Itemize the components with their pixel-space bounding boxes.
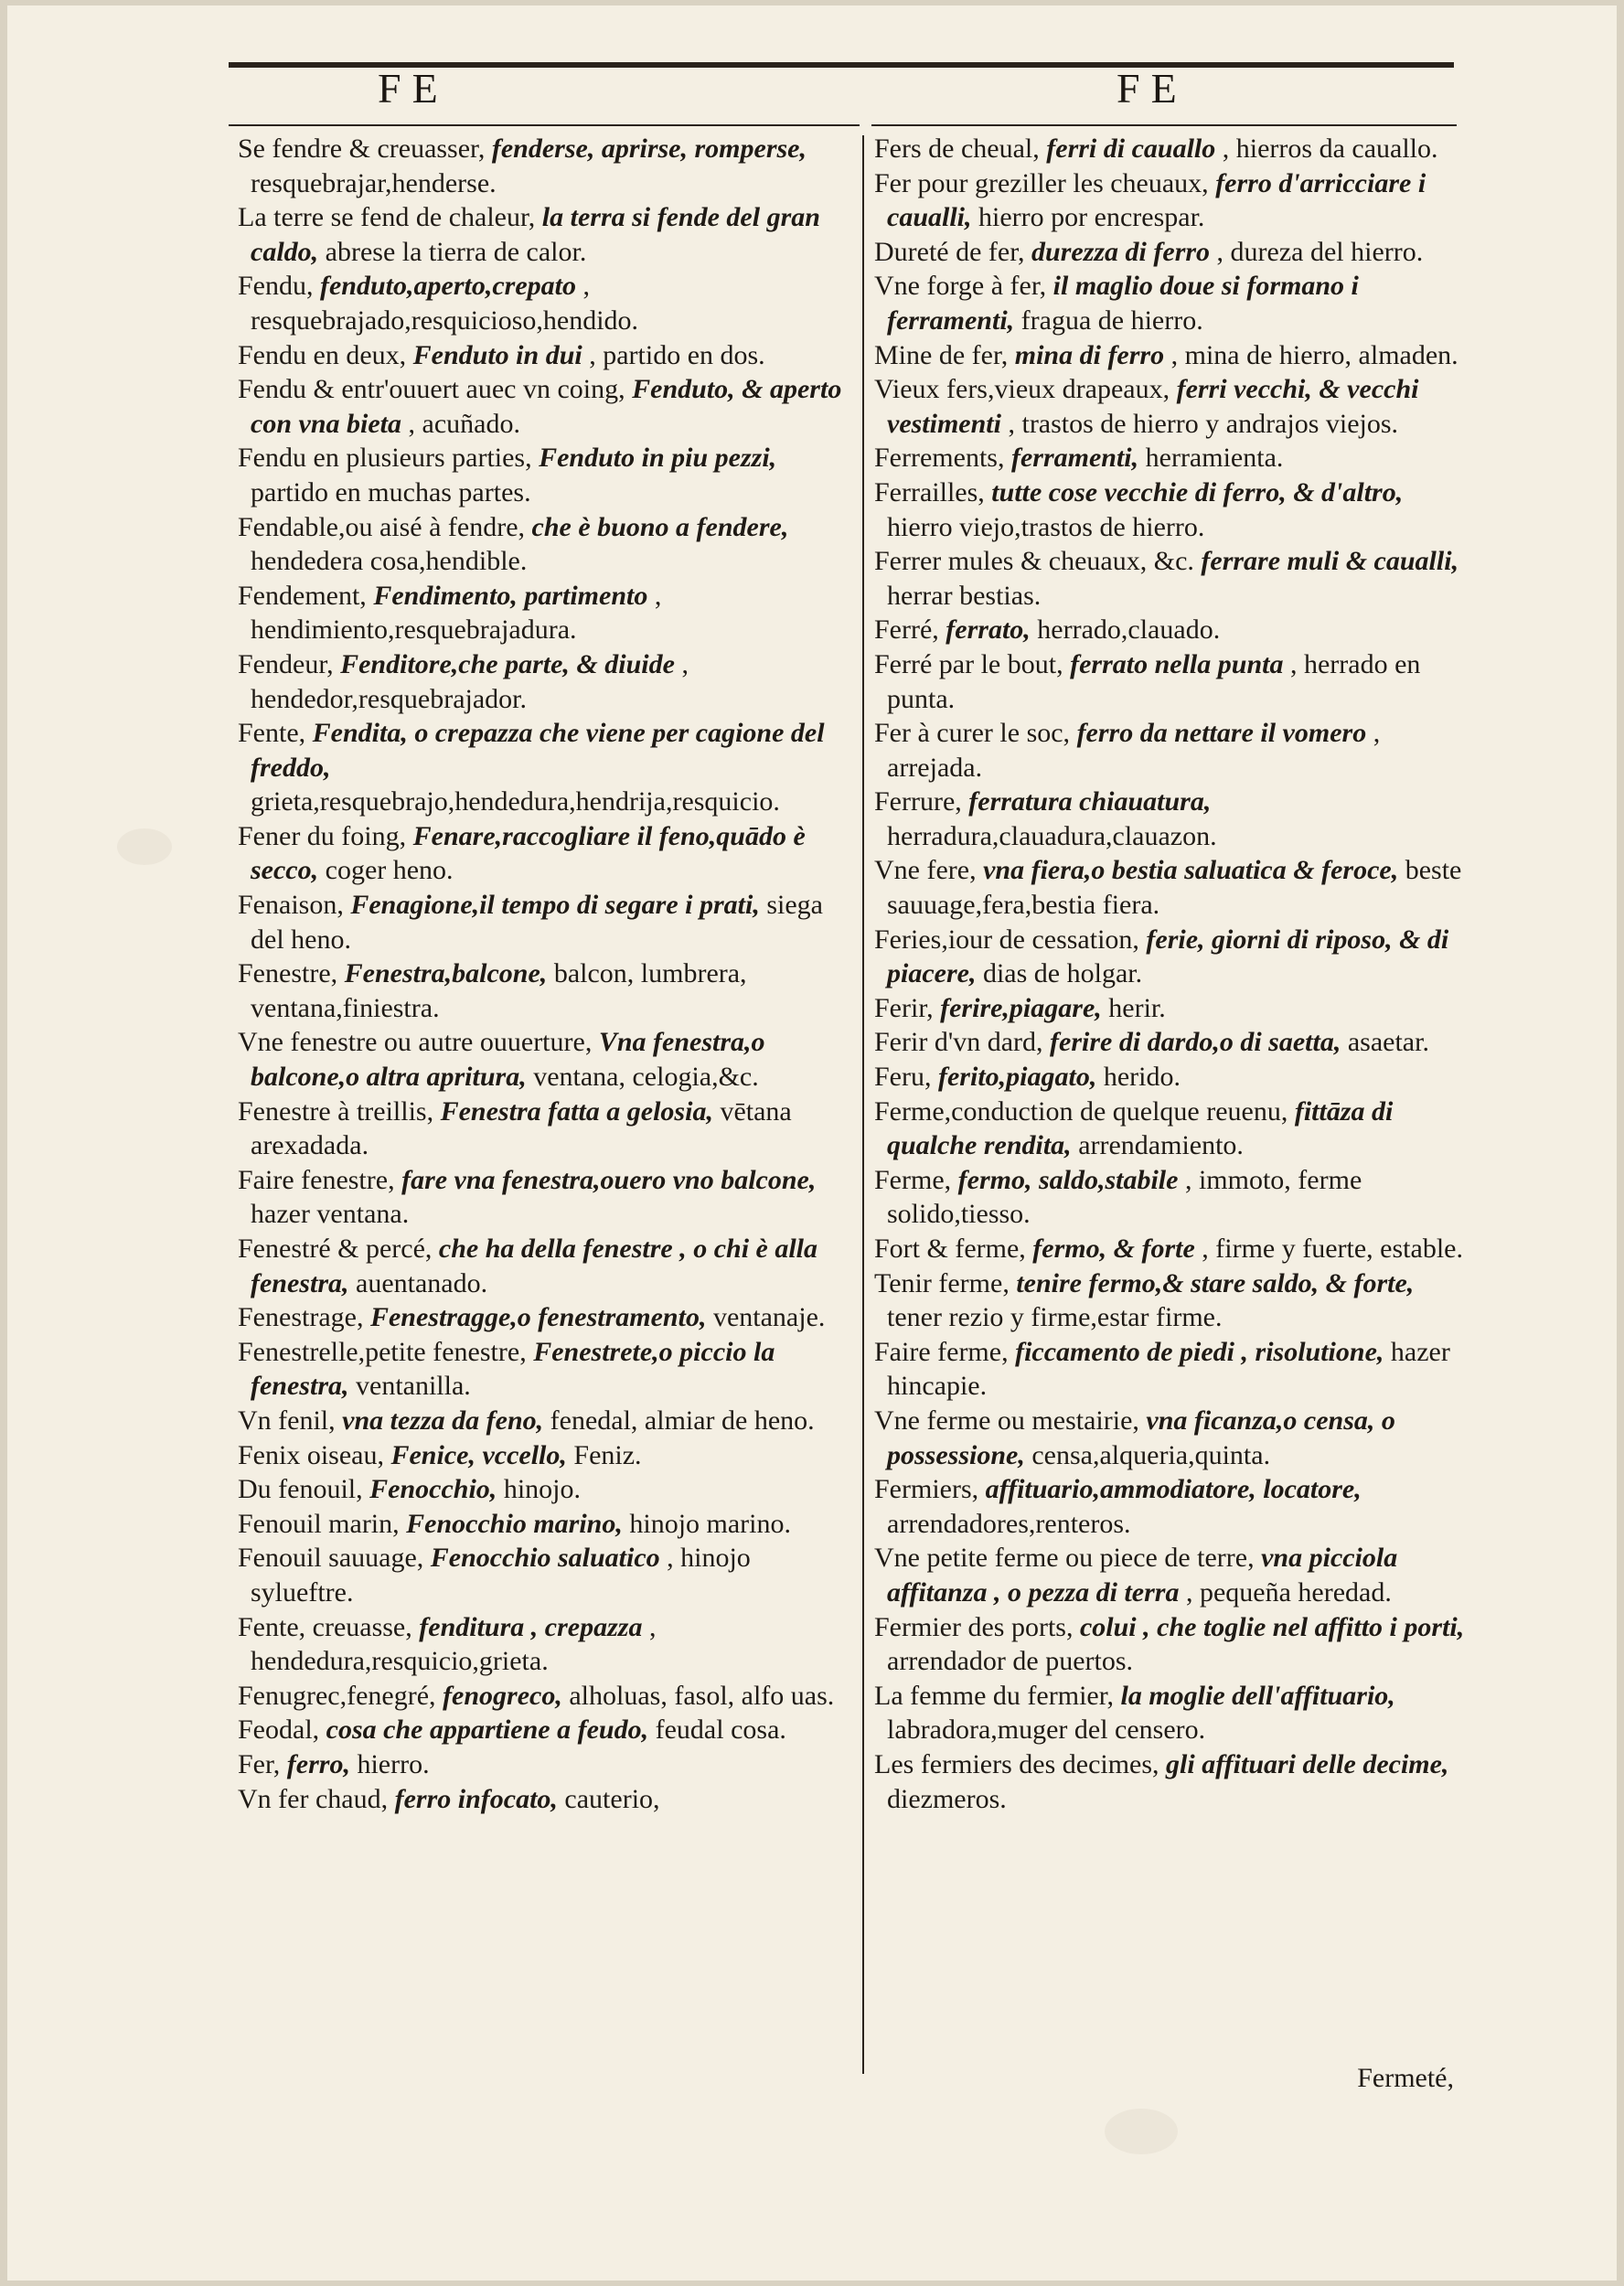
- entry-french: Faire ferme,: [874, 1336, 1009, 1367]
- dictionary-entry: [874, 235, 1467, 270]
- entry-italian: Fenduto in dui: [412, 339, 582, 370]
- entry-french: Ferré,: [874, 614, 939, 646]
- dictionary-entry: [238, 200, 860, 269]
- entry-spanish: hierro por encrespar.: [978, 202, 1205, 233]
- entry-italian: ferro,: [286, 1748, 350, 1779]
- entry-french: Fenestrage,: [238, 1302, 364, 1333]
- entry-spanish: , hierros da cauallo.: [1222, 134, 1438, 164]
- entry-spanish: herrar bestias.: [887, 580, 1042, 611]
- entry-italian: Fenocchio marino,: [406, 1508, 623, 1539]
- entry-french: Ferrer mules & cheuaux, &c.: [874, 546, 1194, 577]
- entry-spanish: , resquebrajado,resquicioso,hendido.: [251, 271, 639, 336]
- dictionary-entry: [238, 1438, 860, 1473]
- dictionary-entry: [238, 1404, 860, 1438]
- entry-spanish: , dureza del hierro.: [1216, 236, 1424, 267]
- entry-italian: fenduto,aperto,crepato: [320, 271, 576, 302]
- header-rule-left: [229, 124, 860, 126]
- entry-french: Fendeur,: [238, 648, 334, 679]
- dictionary-entry: [874, 166, 1467, 235]
- dictionary-entry: [874, 991, 1467, 1026]
- dictionary-entry: [238, 1610, 860, 1679]
- entry-french: Fers de cheual,: [874, 134, 1040, 164]
- entry-french: Ferrure,: [874, 786, 962, 817]
- entry-french: Fermier des ports,: [874, 1611, 1074, 1642]
- dictionary-entry: [874, 1747, 1467, 1816]
- entry-spanish: herrado,clauado.: [1037, 614, 1221, 646]
- dictionary-entry: [874, 716, 1467, 785]
- entry-french: Ferir d'vn dard,: [874, 1027, 1043, 1058]
- entry-italian: Fenduto, & aperto con vna bieta: [251, 374, 842, 439]
- entry-italian: fenditura , crepazza: [419, 1611, 643, 1642]
- entry-french: Vn fenil,: [238, 1405, 336, 1436]
- entry-italian: ferratura chiauatura,: [968, 786, 1212, 817]
- entry-italian: fittāza di qualche rendita,: [887, 1095, 1394, 1161]
- entry-french: Fenestre,: [238, 958, 338, 989]
- entry-french: Fendu en plusieurs parties,: [238, 443, 532, 474]
- entry-italian: Fenditore,che parte, & diuide: [340, 648, 675, 679]
- entry-italian: Fenice, vccello,: [390, 1439, 567, 1470]
- entry-french: La terre se fend de chaleur,: [238, 202, 536, 233]
- entry-spanish: cauterio,: [564, 1783, 660, 1814]
- entry-spanish: , arrejada.: [887, 718, 1381, 783]
- dictionary-entry: [874, 1163, 1467, 1232]
- entry-spanish: , immoto, ferme solido,tiesso.: [887, 1164, 1362, 1230]
- entry-italian: ferrato nella punta: [1070, 648, 1284, 679]
- dictionary-entry: [874, 1404, 1467, 1472]
- entry-french: Les fermiers des decimes,: [874, 1748, 1159, 1779]
- entry-spanish: herradura,clauadura,clauazon.: [887, 820, 1217, 851]
- entry-italian: ferrare muli & caualli,: [1201, 546, 1459, 577]
- entry-spanish: hinojo marino.: [629, 1508, 792, 1539]
- entry-italian: vna fiera,o bestia saluatica & feroce,: [983, 855, 1399, 886]
- entry-french: Vne fere,: [874, 855, 977, 886]
- entry-italian: ferro d'arricciare i caualli,: [887, 167, 1426, 233]
- entry-italian: tenire fermo,& stare saldo, & forte,: [1016, 1267, 1415, 1298]
- entry-french: Vne ferme ou mestairie,: [874, 1405, 1139, 1436]
- dictionary-entry: [874, 647, 1467, 716]
- dictionary-entry: [874, 338, 1467, 373]
- dictionary-entry: [238, 1541, 860, 1609]
- dictionary-entry: [874, 785, 1467, 853]
- entry-spanish: dias de holgar.: [982, 958, 1143, 989]
- dictionary-entry: [238, 1507, 860, 1542]
- entry-italian: fenderse, aprirse, romperse,: [491, 134, 807, 164]
- entry-french: Fendement,: [238, 580, 367, 611]
- entry-french: Fente, creuasse,: [238, 1611, 412, 1642]
- dictionary-entry: [874, 1025, 1467, 1060]
- dictionary-entry: [874, 1472, 1467, 1541]
- entry-italian: Fenare,raccogliare il feno,quādo è secco,: [251, 820, 806, 886]
- entry-french: Feru,: [874, 1062, 932, 1093]
- entry-french: Fer,: [238, 1748, 281, 1779]
- entry-french: Fenestrelle,petite fenestre,: [238, 1336, 527, 1367]
- entry-french: Fer pour greziller les cheuaux,: [874, 167, 1209, 198]
- entry-french: Fendu & entr'ouuert auec vn coing,: [238, 374, 625, 405]
- dictionary-entry: [238, 338, 860, 373]
- dictionary-entry: [238, 372, 860, 441]
- entry-spanish: arrendadores,renteros.: [887, 1508, 1131, 1539]
- entry-french: Fendable,ou aisé à fendre,: [238, 511, 526, 542]
- entry-french: Vne petite ferme ou piece de terre,: [874, 1543, 1255, 1574]
- entry-italian: Fenestra fatta a gelosia,: [440, 1095, 713, 1127]
- dictionary-entry: [874, 1060, 1467, 1095]
- dictionary-entry: [874, 475, 1467, 544]
- entry-spanish: arrendador de puertos.: [887, 1646, 1134, 1677]
- entry-french: Faire fenestre,: [238, 1164, 395, 1195]
- entry-french: Ferme,conduction de quelque reuenu,: [874, 1095, 1288, 1127]
- entry-spanish: beste sauuage,fera,bestia fiera.: [887, 855, 1462, 921]
- entry-spanish: hendedera cosa,hendible.: [251, 546, 528, 577]
- dictionary-entry: [238, 716, 860, 819]
- dictionary-entry: [238, 956, 860, 1025]
- entry-spanish: feudal cosa.: [655, 1714, 786, 1746]
- dictionary-entry: [238, 1095, 860, 1163]
- dictionary-entry: [238, 647, 860, 716]
- entry-spanish: grieta,resquebrajo,hendedura,hendrija,resquicio.: [251, 786, 780, 817]
- dictionary-entry: [238, 441, 860, 509]
- entry-italian: fermo, & forte: [1032, 1234, 1195, 1264]
- entry-italian: durezza di ferro: [1031, 236, 1211, 267]
- dictionary-entry: [238, 1163, 860, 1232]
- dictionary-entry: [238, 1782, 860, 1817]
- entry-spanish: fragua de hierro.: [1020, 304, 1203, 336]
- entry-spanish: vētana arexadada.: [251, 1095, 792, 1161]
- dictionary-entry: [238, 1335, 860, 1404]
- entry-spanish: , firme y fuerte, estable.: [1202, 1234, 1463, 1264]
- entry-french: La femme du fermier,: [874, 1680, 1115, 1711]
- entry-italian: la terra si fende del gran caldo,: [251, 202, 820, 267]
- entry-spanish: , herrado en punta.: [887, 648, 1421, 714]
- dictionary-entry: [874, 1095, 1467, 1163]
- entry-spanish: asaetar.: [1347, 1027, 1429, 1058]
- column-divider: [862, 135, 864, 2074]
- entry-french: Vieux fers,vieux drapeaux,: [874, 374, 1170, 405]
- entry-spanish: tener rezio y firme,estar firme.: [887, 1302, 1223, 1333]
- entry-french: Ferrailles,: [874, 476, 985, 507]
- entry-italian: ferire,piagare,: [940, 992, 1102, 1023]
- dictionary-entry: [238, 269, 860, 337]
- entry-spanish: , hinojo sylueftre.: [251, 1543, 751, 1608]
- dictionary-entry: [874, 1541, 1467, 1609]
- entry-spanish: herramienta.: [1145, 443, 1284, 474]
- entry-french: Vne forge à fer,: [874, 271, 1047, 302]
- entry-italian: fare vna fenestra,ouero vno balcone,: [401, 1164, 817, 1195]
- entry-italian: ficcamento de piedi , risolutione,: [1015, 1336, 1384, 1367]
- entry-spanish: censa,alqueria,quinta.: [1031, 1439, 1271, 1470]
- entry-spanish: herir.: [1108, 992, 1166, 1023]
- entry-spanish: abrese la tierra de calor.: [325, 236, 587, 267]
- dictionary-entry: [238, 1300, 860, 1335]
- entry-italian: mina di ferro: [1014, 339, 1165, 370]
- entry-spanish: hinojo.: [503, 1474, 581, 1505]
- entry-spanish: hazer hincapie.: [887, 1336, 1450, 1402]
- entry-french: Fendu en deux,: [238, 339, 407, 370]
- entry-italian: che è buono a fendere,: [531, 511, 789, 542]
- entry-italian: ferri vecchi, & vecchi vestimenti: [887, 374, 1419, 439]
- dictionary-entry: [238, 1747, 860, 1782]
- entry-french: Fenestre à treillis,: [238, 1095, 434, 1127]
- entry-italian: ferri di cauallo: [1046, 134, 1216, 164]
- dictionary-entry: [238, 888, 860, 956]
- entry-spanish: ventanaje.: [712, 1302, 826, 1333]
- entry-french: Tenir ferme,: [874, 1267, 1010, 1298]
- entry-french: Mine de fer,: [874, 339, 1009, 370]
- entry-italian: che ha della fenestre , o chi è alla fenestra,: [251, 1234, 818, 1298]
- entry-italian: fermo, saldo,stabile: [957, 1164, 1179, 1195]
- entry-french: Fenugrec,fenegré,: [238, 1680, 436, 1711]
- entry-spanish: , partido en dos.: [589, 339, 765, 370]
- entry-spanish: auentanado.: [356, 1267, 488, 1298]
- entry-italian: il maglio doue si formano i ferramenti,: [887, 271, 1359, 336]
- dictionary-entry: [874, 1266, 1467, 1335]
- dictionary-entry: [238, 579, 860, 647]
- entry-french: Fenouil sauuage,: [238, 1543, 424, 1574]
- dictionary-entry: [238, 1679, 860, 1714]
- dictionary-page: [7, 5, 1617, 2281]
- entry-spanish: alholuas, fasol, alfo uas.: [569, 1680, 835, 1711]
- entry-spanish: partido en muchas partes.: [251, 476, 531, 507]
- entry-spanish: coger heno.: [325, 855, 454, 886]
- entry-italian: colui , che toglie nel affitto i porti,: [1079, 1611, 1465, 1642]
- right-column: [874, 132, 1467, 1816]
- entry-french: Ferrements,: [874, 443, 1005, 474]
- entry-spanish: siega del heno.: [251, 890, 823, 955]
- entry-spanish: , acuñado.: [408, 408, 520, 439]
- entry-french: Ferré par le bout,: [874, 648, 1063, 679]
- entry-spanish: Feniz.: [573, 1439, 642, 1470]
- entry-italian: ferramenti,: [1010, 443, 1139, 474]
- dictionary-entry: [874, 132, 1467, 166]
- dictionary-entry: [874, 544, 1467, 613]
- entry-french: Dureté de fer,: [874, 236, 1025, 267]
- entry-spanish: , hendedor,resquebrajador.: [251, 648, 689, 714]
- entry-italian: Fenestra,balcone,: [344, 958, 548, 989]
- entry-italian: ferire di dardo,o di saetta,: [1050, 1027, 1341, 1058]
- entry-spanish: balcon, lumbrera, ventana,finiestra.: [251, 958, 747, 1023]
- dictionary-entry: [874, 923, 1467, 991]
- entry-italian: vna ficanza,o censa, o possessione,: [887, 1405, 1395, 1470]
- entry-italian: Vna fenestra,o balcone,o altra apritura,: [251, 1027, 765, 1093]
- entry-spanish: hierro.: [357, 1748, 430, 1779]
- entry-spanish: hazer ventana.: [251, 1199, 410, 1230]
- entry-french: Fener du foing,: [238, 820, 407, 851]
- entry-italian: Fenestragge,o fenestramento,: [369, 1302, 707, 1333]
- dictionary-entry: [874, 613, 1467, 647]
- entry-french: Ferme,: [874, 1164, 952, 1195]
- entry-french: Feries,iour de cessation,: [874, 924, 1139, 955]
- entry-italian: Fenocchio saluatico: [430, 1543, 660, 1574]
- dictionary-entry: [874, 1679, 1467, 1747]
- dictionary-entry: [238, 1025, 860, 1094]
- entry-italian: fenogreco,: [443, 1680, 562, 1711]
- entry-spanish: hierro viejo,trastos de hierro.: [887, 511, 1205, 542]
- entry-italian: tutte cose vecchie di ferro, & d'altro,: [991, 476, 1404, 507]
- entry-spanish: labradora,muger del censero.: [887, 1714, 1206, 1746]
- entry-french: Vn fer chaud,: [238, 1783, 389, 1814]
- entry-italian: Fenocchio,: [369, 1474, 497, 1505]
- dictionary-entry: [238, 1472, 860, 1507]
- entry-italian: Fendita, o crepazza che viene per cagione del freddo,: [251, 718, 825, 783]
- entry-italian: ferie, giorni di riposo, & di piacere,: [887, 924, 1449, 989]
- dictionary-entry: [874, 1610, 1467, 1679]
- dictionary-entry: [238, 510, 860, 579]
- entry-italian: vna picciola affitanza , o pezza di terra: [887, 1543, 1398, 1608]
- entry-spanish: , hendedura,resquicio,grieta.: [251, 1611, 657, 1677]
- dictionary-entry: [238, 1713, 860, 1747]
- entry-spanish: fenedal, almiar de heno.: [550, 1405, 815, 1436]
- left-column: [238, 132, 860, 1816]
- entry-spanish: ventanilla.: [356, 1371, 471, 1402]
- entry-french: Fenouil marin,: [238, 1508, 400, 1539]
- entry-italian: ferito,piagato,: [938, 1062, 1097, 1093]
- dictionary-entry: [874, 269, 1467, 337]
- entry-french: Fenestré & percé,: [238, 1234, 433, 1264]
- entry-spanish: ventana, celogia,&c.: [533, 1062, 759, 1093]
- entry-italian: cosa che appartiene a feudo,: [326, 1714, 649, 1746]
- entry-spanish: , trastos de hierro y andrajos viejos.: [1008, 408, 1399, 439]
- entry-french: Fendu,: [238, 271, 314, 302]
- entry-italian: affituario,ammodiatore, locatore,: [985, 1474, 1362, 1505]
- entry-italian: Fenduto in piu pezzi,: [539, 443, 777, 474]
- entry-italian: Fenestrete,o piccio la fenestra,: [251, 1336, 775, 1402]
- entry-spanish: , mina de hierro, almaden.: [1170, 339, 1458, 370]
- entry-spanish: diezmeros.: [887, 1783, 1007, 1814]
- entry-french: Fer à curer le soc,: [874, 718, 1071, 749]
- entry-spanish: herido.: [1103, 1062, 1181, 1093]
- entry-italian: gli affituari delle decime,: [1166, 1748, 1449, 1779]
- dictionary-entry: [238, 819, 860, 888]
- entry-french: Ferir,: [874, 992, 934, 1023]
- dictionary-entry: [874, 853, 1467, 922]
- entry-italian: Fenagione,il tempo di segare i prati,: [350, 890, 760, 921]
- entry-italian: Fendimento, partimento: [373, 580, 648, 611]
- entry-french: Fenaison,: [238, 890, 344, 921]
- entry-italian: ferro da nettare il vomero: [1076, 718, 1367, 749]
- entry-italian: ferrato,: [946, 614, 1031, 646]
- entry-french: Fente,: [238, 718, 306, 749]
- entry-french: Du fenouil,: [238, 1474, 363, 1505]
- entry-spanish: resquebrajar,henderse.: [251, 167, 497, 198]
- running-head-left: FE: [378, 65, 449, 112]
- entry-french: Fenix oiseau,: [238, 1439, 384, 1470]
- entry-french: Feodal,: [238, 1714, 320, 1746]
- entry-french: Fort & ferme,: [874, 1234, 1026, 1264]
- header-rule-right: [871, 124, 1457, 126]
- dictionary-entry: [238, 1232, 860, 1300]
- entry-italian: vna tezza da feno,: [342, 1405, 544, 1436]
- running-head-right: FE: [1116, 65, 1188, 112]
- entry-spanish: , hendimiento,resquebrajadura.: [251, 580, 662, 646]
- dictionary-entry: [238, 132, 860, 200]
- dictionary-entry: [874, 372, 1467, 441]
- dictionary-entry: [874, 441, 1467, 475]
- entry-french: Fermiers,: [874, 1474, 979, 1505]
- catchword: Fermeté,: [1357, 2063, 1454, 2093]
- entry-french: Vne fenestre ou autre ouuerture,: [238, 1027, 593, 1058]
- entry-spanish: arrendamiento.: [1078, 1130, 1244, 1161]
- dictionary-entry: [874, 1335, 1467, 1404]
- dictionary-entry: [874, 1232, 1467, 1266]
- entry-italian: ferro infocato,: [394, 1783, 558, 1814]
- entry-italian: la moglie dell'affituario,: [1120, 1680, 1395, 1711]
- entry-french: Se fendre & creuasser,: [238, 134, 486, 164]
- entry-spanish: , pequeña heredad.: [1185, 1576, 1392, 1608]
